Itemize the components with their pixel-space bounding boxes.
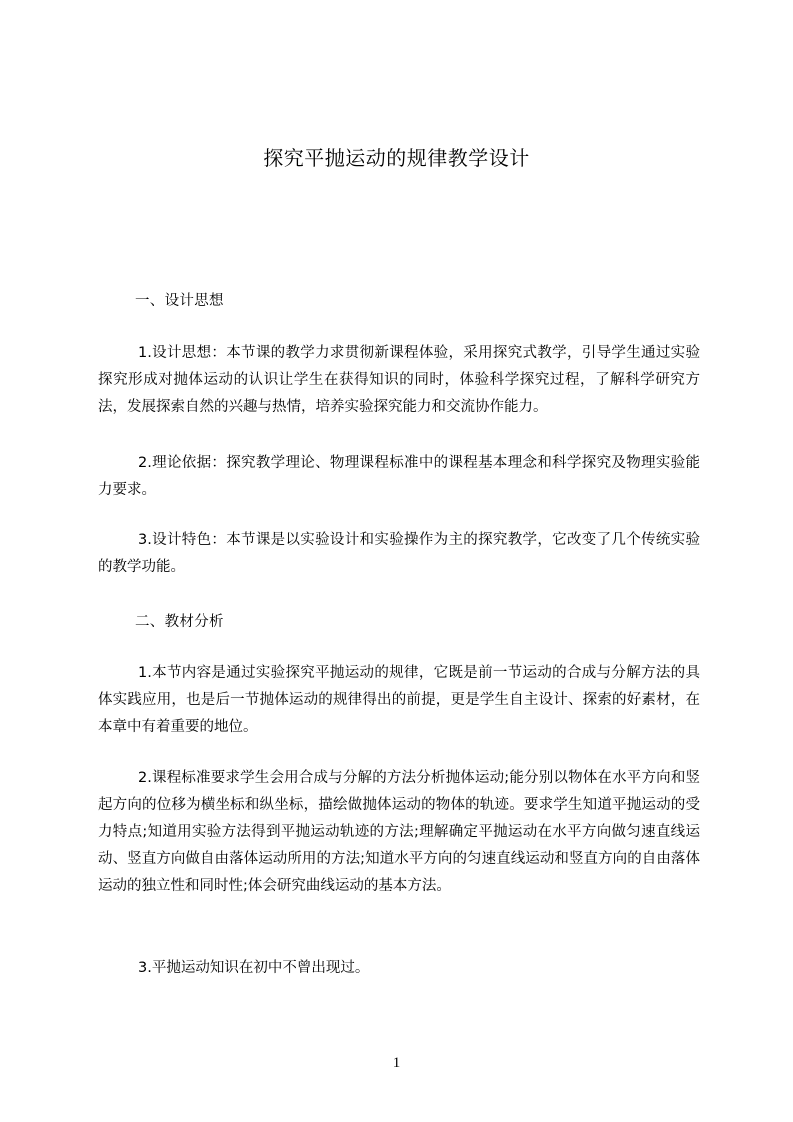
paragraph-design-thinking-2: 2.理论依据：探究教学理论、物理课程标准中的课程基本理念和科学探究及物理实验能力要求。: [98, 455, 700, 498]
paragraph-textbook-analysis-1: 1.本节内容是通过实验探究平抛运动的规律，它既是前一节运动的合成与分解方法的具体实践应用，也是后一节抛体运动的规律得出的前提，更是学生自主设计、探索的好素材，在本章中有着重要的地位。: [98, 665, 700, 735]
section-heading-design-thinking: 一、设计思想: [135, 293, 224, 309]
paragraph-textbook-analysis-2: 2.课程标准要求学生会用合成与分解的方法分析抛体运动;能分别以物体在水平方向和竖起方向的位移为横坐标和纵坐标，描绘做抛体运动的物体的轨迹。要求学生知道平抛运动的受力特点;知道用实验方法得到平抛运动轨迹的方法;理解确定平抛运动在水平方向做匀速直线运动、竖直方向做自由落体运动所用的方法;知道水平方向的匀速直线运动和竖直方向的自由落体运动的独立性和同时性;体会研究曲线运动的基本方法。: [98, 770, 700, 894]
section-heading-textbook-analysis: 二、教材分析: [135, 614, 224, 630]
paragraph-textbook-analysis-3: 3.平抛运动知识在初中不曾出现过。: [138, 960, 370, 976]
paragraph-design-thinking-3: 3.设计特色：本节课是以实验设计和实验操作为主的探究教学，它改变了几个传统实验的教学功能。: [98, 532, 700, 575]
page-number: 1: [392, 1055, 401, 1071]
paragraph-design-thinking-1: 1.设计思想：本节课的教学力求贯彻新课程体验，采用探究式教学，引导学生通过实验探究形成对抛体运动的认识让学生在获得知识的同时，体验科学探究过程，了解科学研究方法，发展探索自然的兴趣与热情，培养实验探究能力和交流协作能力。: [98, 345, 700, 415]
document-title: 探究平抛运动的规律教学设计: [263, 146, 530, 170]
